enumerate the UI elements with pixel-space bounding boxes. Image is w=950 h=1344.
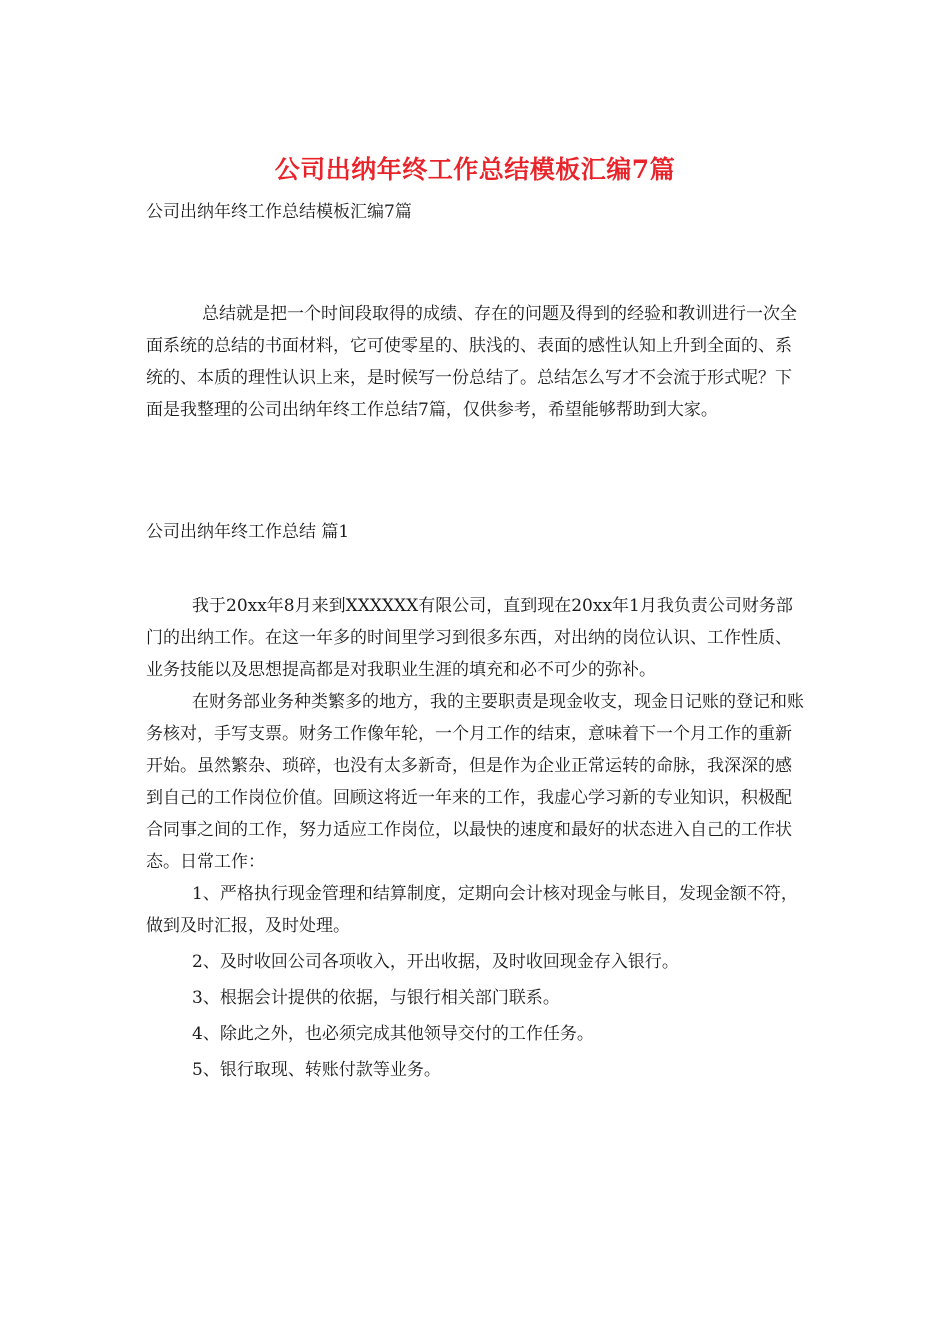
intro-paragraph: 总结就是把一个时间段取得的成绩、存在的问题及得到的经验和教训进行一次全面系统的总结的书面材料，它可使零星的、肤浅的、表面的感性认知上升到全面的、系统的、本质的理性认识上来，是时候写一份总结了。总结怎么写才不会流于形式呢？下面是我整理的公司出纳年终工作总结7篇，仅供参考，希望能够帮助到大家。 bbox=[146, 304, 797, 420]
section-body bbox=[146, 590, 808, 1090]
list-item: 2、及时收回公司各项收入，开出收据，及时收回现金存入银行。 bbox=[192, 952, 679, 972]
body-paragraph: 在财务部业务种类繁多的地方，我的主要职责是现金收支，现金日记账的登记和账务核对，手写支票。财务工作像年轮，一个月工作的结束，意味着下一个月工作的重新开始。虽然繁杂、琐碎，也没有太多新奇，但是作为企业正常运转的命脉，我深深的感到自己的工作岗位价值。回顾这将近一年来的工作，我虚心学习新的专业知识，积极配合同事之间的工作，努力适应工作岗位，以最快的速度和最好的状态进入自己的工作状态。日常工作： bbox=[146, 692, 804, 872]
section-heading: 公司出纳年终工作总结 篇1 bbox=[146, 522, 350, 542]
document-title: 公司出纳年终工作总结模板汇编7篇 bbox=[274, 155, 676, 184]
document-subtitle: 公司出纳年终工作总结模板汇编7篇 bbox=[146, 202, 412, 222]
list-item: 3、根据会计提供的依据，与银行相关部门联系。 bbox=[192, 988, 560, 1008]
list-item: 1、严格执行现金管理和结算制度，定期向会计核对现金与帐目，发现金额不符，做到及时汇报，及时处理。 bbox=[146, 884, 798, 936]
body-paragraph: 我于20xx年8月来到XXXXXX有限公司，直到现在20xx年1月我负责公司财务部门的出纳工作。在这一年多的时间里学习到很多东西，对出纳的岗位认识、工作性质、业务技能以及思想提高都是对我职业生涯的填充和必不可少的弥补。 bbox=[146, 596, 793, 680]
list-item: 5、银行取现、转账付款等业务。 bbox=[192, 1060, 441, 1080]
list-item: 4、除此之外，也必须完成其他领导交付的工作任务。 bbox=[192, 1024, 594, 1044]
